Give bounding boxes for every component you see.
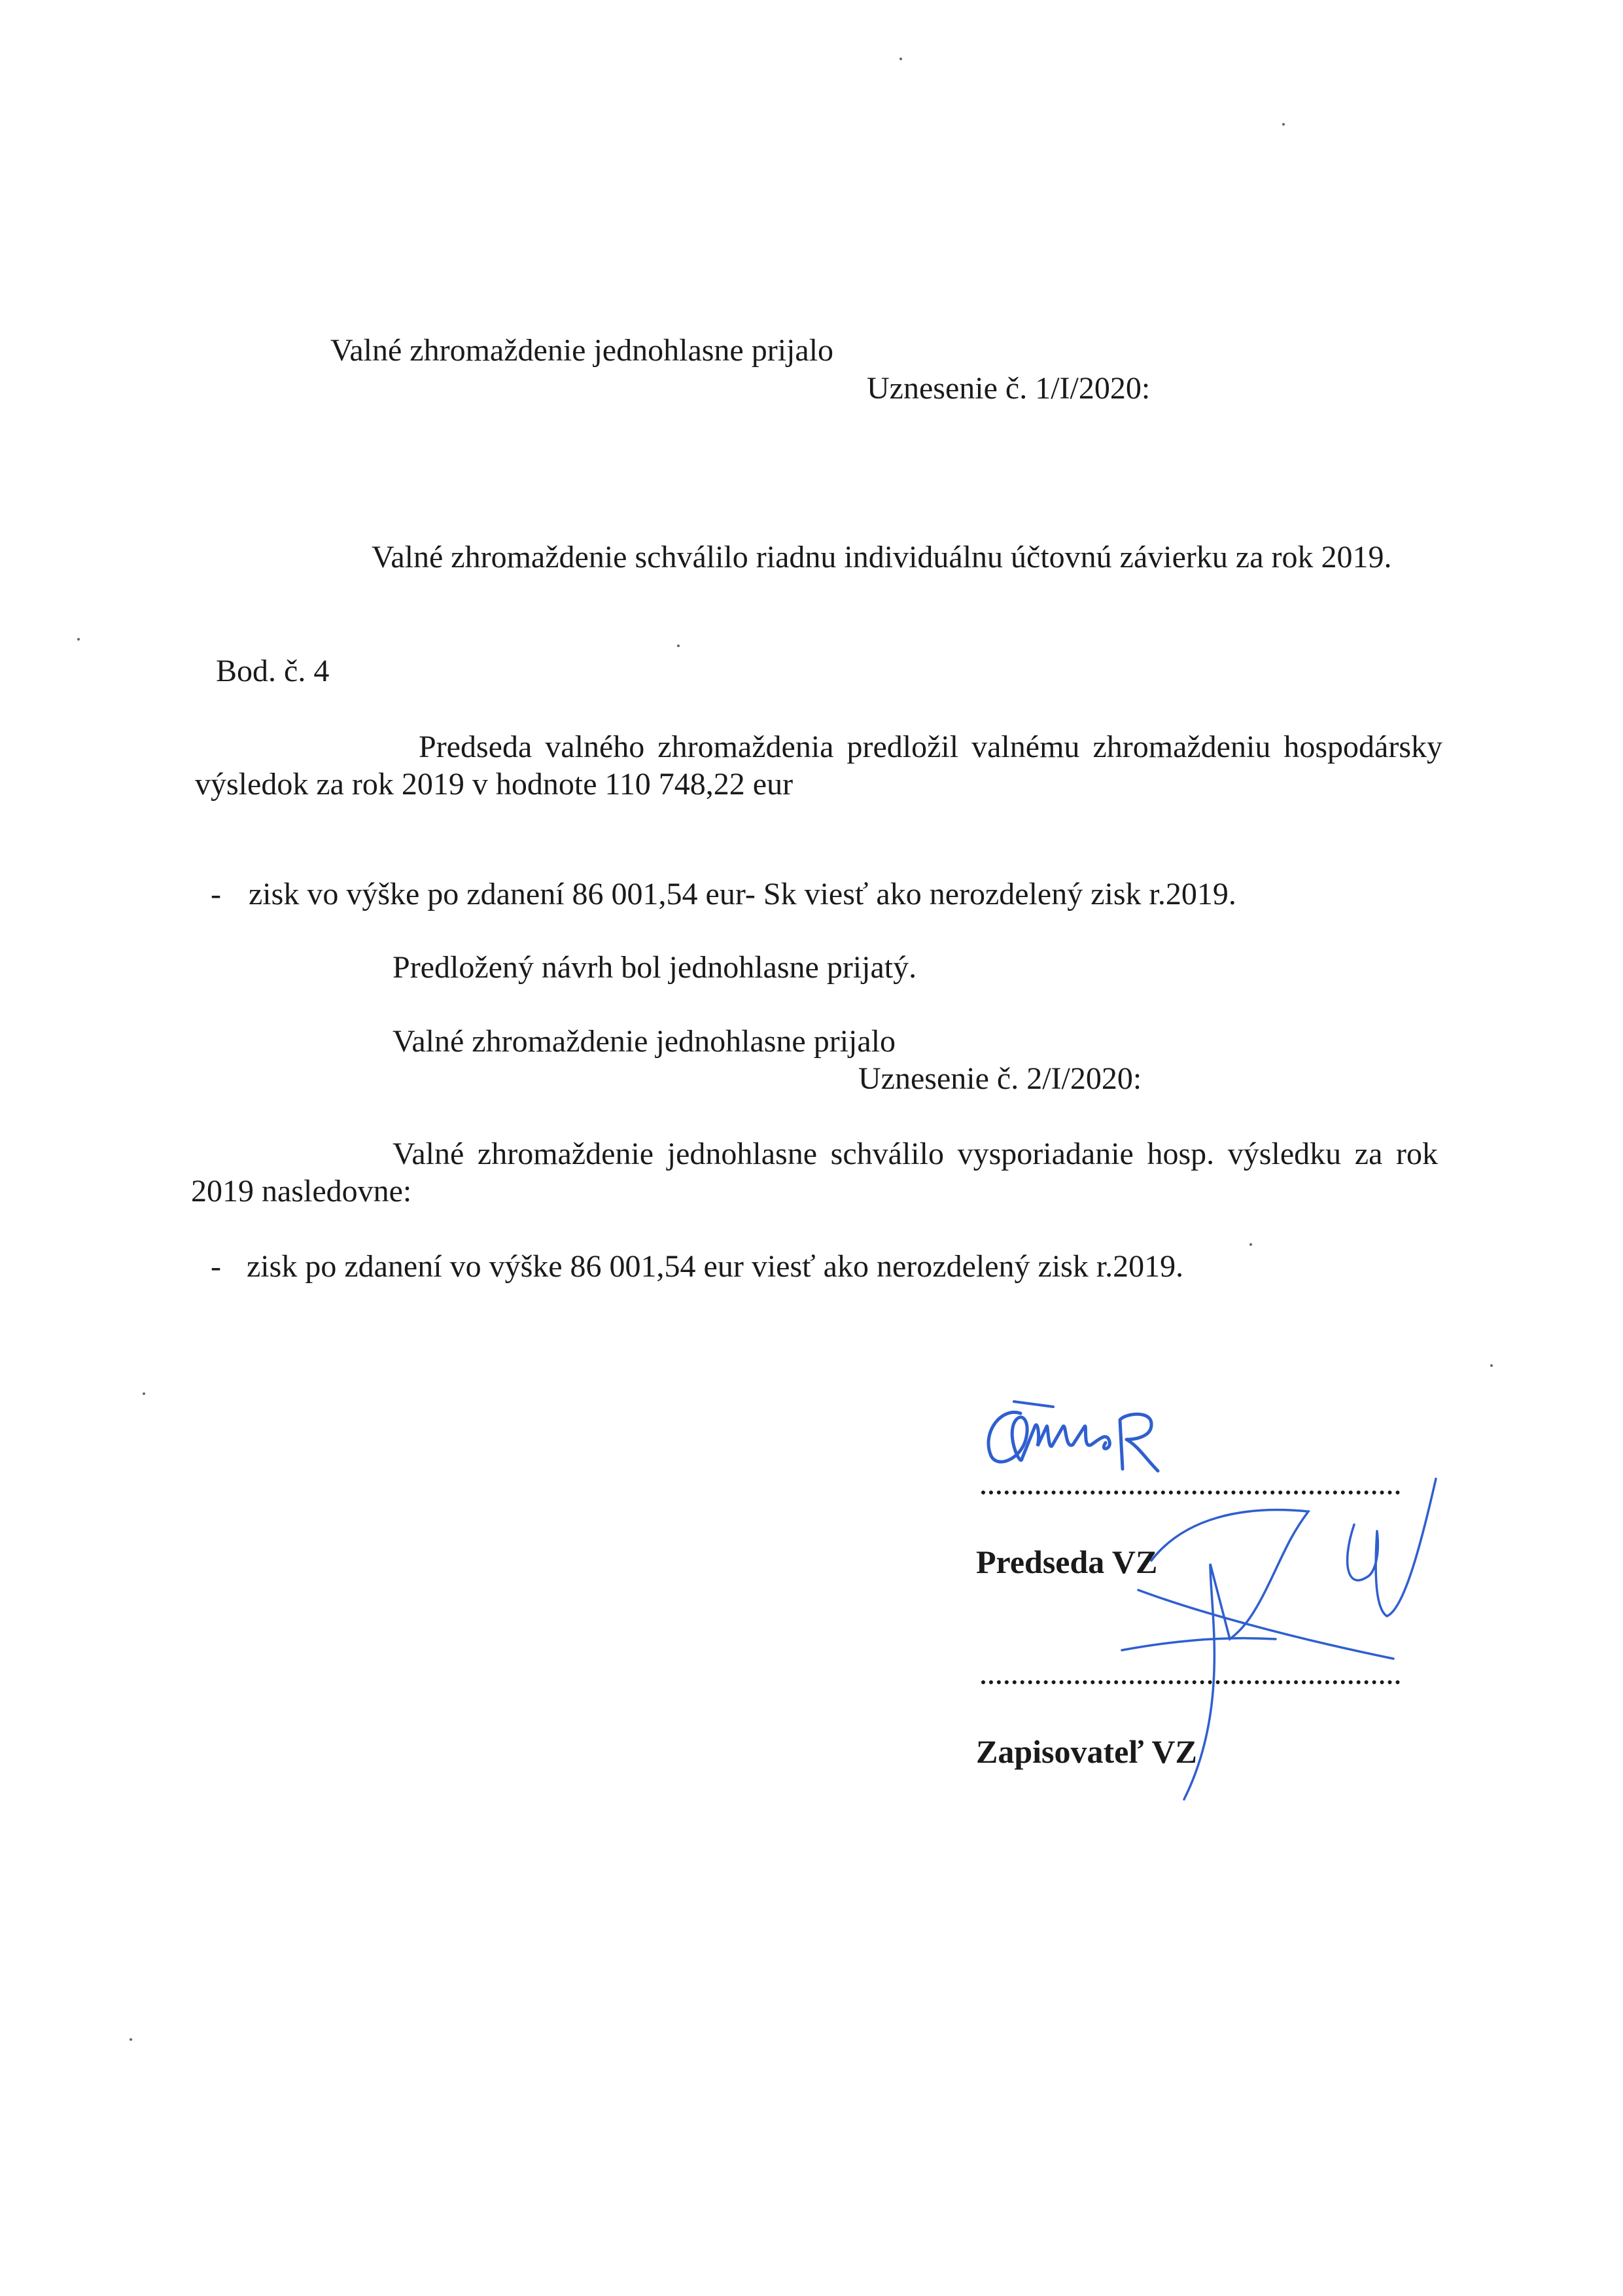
chair-label: Predseda VZ xyxy=(976,1544,1158,1580)
chair-signature-icon xyxy=(975,1387,1236,1479)
resolution-1-intro: Valné zhromaždenie jednohlasne prijalo xyxy=(330,333,834,368)
scan-speck xyxy=(1249,1243,1252,1246)
recorder-label: Zapisovateľ VZ xyxy=(976,1733,1197,1770)
point-accepted-note: Predložený návrh bol jednohlasne prijatý. xyxy=(393,950,917,985)
recorder-signature-line xyxy=(981,1680,1400,1684)
resolution-1-text: Valné zhromaždenie schválilo riadnu individuálnu účtovnú závierku za rok 2019. xyxy=(372,540,1392,574)
scan-speck xyxy=(1490,1364,1493,1367)
scan-speck xyxy=(1282,123,1285,126)
point-paragraph-line-2: výsledok za rok 2019 v hodnote 110 748,22 eur xyxy=(195,767,794,802)
resolution-2-paragraph-line-1: Valné zhromaždenie jednohlasne schválilo vysporiadanie hosp. výsledku za rok xyxy=(393,1137,1438,1171)
resolution-2-paragraph-line-2: 2019 nasledovne: xyxy=(191,1174,412,1209)
scan-speck xyxy=(899,58,902,60)
scan-speck xyxy=(77,638,80,641)
point-bullet-text: zisk vo výške po zdanení 86 001,54 eur- Sk viesť ako nerozdelený zisk r.2019. xyxy=(249,877,1236,911)
scan-speck xyxy=(677,645,680,647)
resolution-2-bullet-dash: - xyxy=(211,1249,221,1284)
scan-speck xyxy=(130,2038,132,2041)
point-label: Bod. č. 4 xyxy=(216,654,330,688)
scan-speck xyxy=(143,1392,145,1395)
resolution-2-bullet-text: zisk po zdanení vo výške 86 001,54 eur viesť ako nerozdelený zisk r.2019. xyxy=(247,1249,1184,1284)
resolution-2-title: Uznesenie č. 2/I/2020: xyxy=(858,1061,1142,1096)
point-bullet-dash: - xyxy=(211,877,221,911)
point-paragraph-line-1: Predseda valného zhromaždenia predložil valnému zhromaždeniu hospodársky xyxy=(419,730,1442,764)
resolution-2-intro: Valné zhromaždenie jednohlasne prijalo xyxy=(393,1024,896,1059)
resolution-1-title: Uznesenie č. 1/I/2020: xyxy=(867,371,1151,406)
